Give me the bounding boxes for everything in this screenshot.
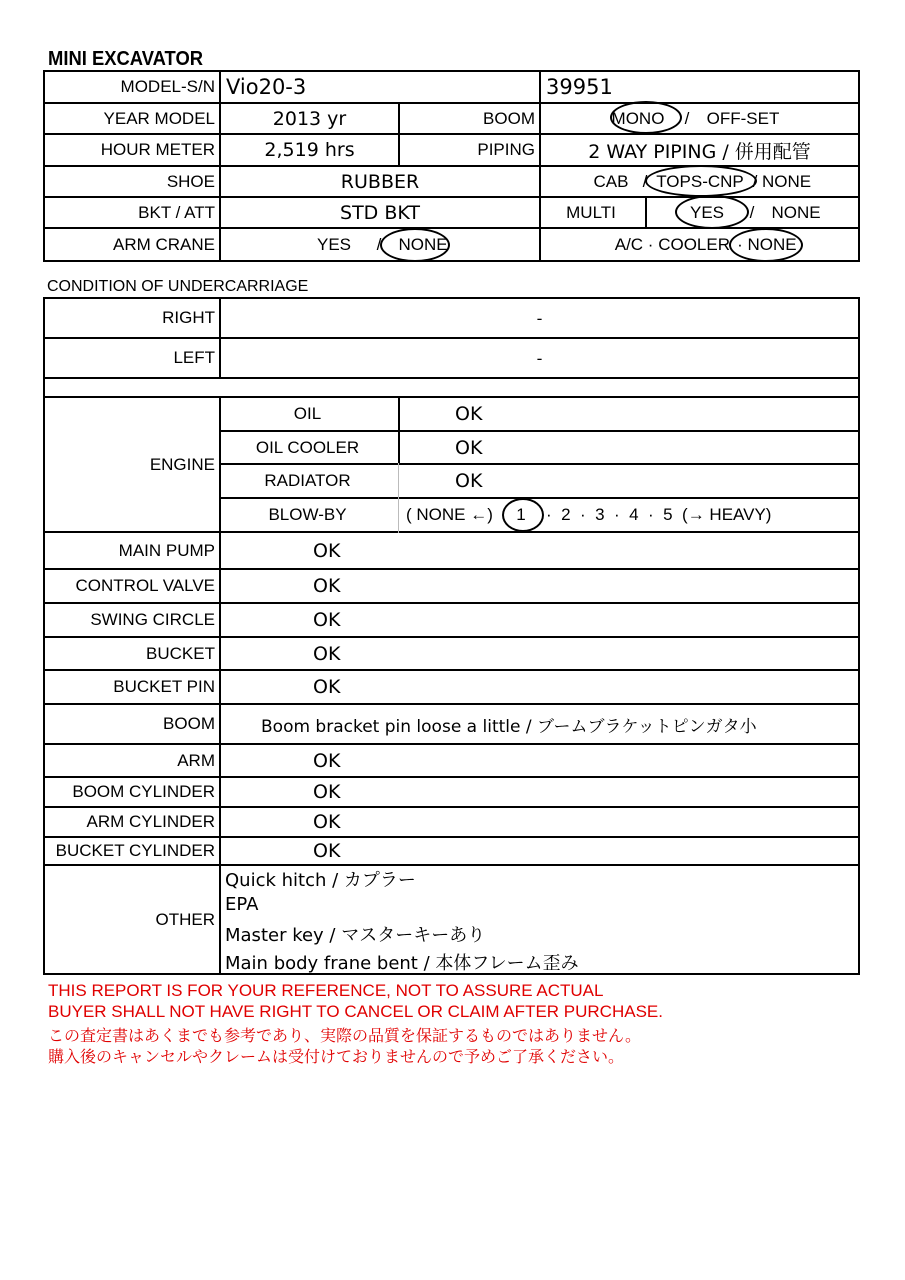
engine-label: ENGINE (149, 454, 215, 474)
left-value: - (536, 348, 543, 368)
shoe-value: RUBBER (340, 170, 420, 193)
serial-value: 39951 (546, 75, 613, 99)
main-pump-value: OK (313, 539, 341, 562)
multi-separator: / (749, 202, 755, 222)
piping-label: PIPING (477, 140, 535, 159)
blowby-none: ( NONE ←) (406, 505, 493, 524)
arm-cylinder-label: ARM CYLINDER (86, 812, 215, 831)
swing-circle-value: OK (313, 609, 341, 631)
undercarriage-heading: CONDITION OF UNDERCARRIAGE (47, 278, 309, 295)
multi-label: MULTI (566, 202, 616, 222)
ac-cooler-none-circle (729, 228, 803, 262)
control-valve-value: OK (313, 575, 341, 597)
ac-cooler-dot: · (737, 234, 743, 254)
swing-circle-label: SWING CIRCLE (90, 610, 215, 629)
arm-crane-separator: / (376, 234, 382, 254)
boom-cylinder-label: BOOM CYLINDER (72, 782, 215, 801)
boom-mono-circle (610, 101, 682, 134)
bucket-label: BUCKET (146, 643, 215, 663)
engine-oil-label: OIL (293, 404, 322, 423)
disclaimer-line: 購入後のキャンセルやクレームは受付けておりませんので予めご了承ください。 (48, 1049, 625, 1066)
main-pump-label: MAIN PUMP (118, 540, 215, 560)
right-value: - (536, 308, 543, 328)
hour-meter-value: 2,519 hrs (264, 139, 355, 161)
oil-cooler-value: OK (455, 436, 483, 459)
bucket-cylinder-label: BUCKET CYLINDER (55, 841, 215, 860)
blowby-scale: · 2 · 3 · 4 · 5 (→ HEAVY) (546, 505, 772, 524)
arm-crane-none-option: NONE (398, 234, 448, 254)
left-label: LEFT (173, 348, 215, 367)
cab-label: CAB (593, 171, 629, 191)
engine-oil-value: OK (455, 403, 483, 425)
blowby-level-1: 1 (516, 505, 526, 524)
boom-cylinder-value: OK (313, 781, 341, 803)
bkt-att-label: BKT / ATT (138, 202, 215, 222)
other-label: OTHER (155, 909, 215, 929)
arm-crane-label: ARM CRANE (112, 234, 215, 254)
year-label: YEAR MODEL (103, 108, 215, 128)
cab-separator-2: / (752, 171, 758, 191)
multi-yes-circle (675, 195, 749, 229)
cab-tops-circle (645, 165, 757, 197)
blowby-level-1-circle (502, 498, 544, 532)
disclaimer-line: この査定書はあくまでも参考であり、実際の品質を保証するものではありません。 (48, 1028, 641, 1045)
boom-separator: / (684, 108, 690, 128)
blowby-label: BLOW-BY (268, 505, 347, 524)
multi-yes-option: YES (689, 202, 725, 222)
hour-meter-label: HOUR METER (100, 140, 215, 159)
disclaimer-line: THIS REPORT IS FOR YOUR REFERENCE, NOT TO ASSURE ACTUAL (48, 981, 604, 1000)
piping-value: 2 WAY PIPING / 併用配管 (588, 140, 811, 163)
boom-label: BOOM (163, 714, 215, 733)
bucket-cylinder-value: OK (313, 840, 341, 862)
ac-cooler-none-option: NONE (747, 234, 797, 254)
oil-cooler-label: OIL COOLER (255, 437, 360, 457)
bkt-att-value: STD BKT (340, 201, 420, 224)
other-note: Quick hitch / カプラー (225, 870, 416, 891)
radiator-label: RADIATOR (264, 471, 351, 490)
boom-value: Boom bracket pin loose a little / ブームブラケットピンガタ小 (261, 716, 757, 737)
right-label: RIGHT (162, 308, 215, 327)
disclaimer-line: BUYER SHALL NOT HAVE RIGHT TO CANCEL OR CLAIM AFTER PURCHASE. (48, 1002, 663, 1021)
other-note: EPA (225, 894, 259, 915)
boom-offset-option: OFF-SET (706, 108, 780, 128)
arm-crane-yes-option: YES (316, 234, 352, 254)
model-sn-label: MODEL-S/N (120, 77, 215, 96)
boom-mono-option: MONO (611, 108, 665, 128)
cab-tops-option: TOPS-CNP (656, 171, 744, 191)
ac-cooler-label: A/C · COOLER (614, 234, 730, 254)
report-title: MINI EXCAVATOR (48, 48, 204, 70)
bucket-pin-label: BUCKET PIN (113, 677, 215, 696)
control-valve-label: CONTROL VALVE (75, 576, 215, 595)
multi-none-option: NONE (771, 202, 821, 222)
year-value: 2013 yr (272, 107, 347, 130)
shoe-label: SHOE (166, 171, 215, 191)
cab-separator-1: / (642, 171, 648, 191)
cab-none-option: NONE (762, 171, 812, 191)
arm-cylinder-value: OK (313, 811, 341, 833)
bucket-value: OK (313, 642, 341, 665)
model-value: Vio20-3 (226, 75, 307, 99)
boom-type-label: BOOM (483, 108, 535, 128)
arm-label: ARM (177, 750, 215, 770)
arm-value: OK (313, 749, 341, 772)
other-note: Master key / マスターキーあり (225, 925, 486, 946)
arm-crane-none-circle (380, 228, 450, 262)
other-note: Main body frane bent / 本体フレーム歪み (225, 953, 579, 974)
radiator-value: OK (455, 470, 483, 492)
bucket-pin-value: OK (313, 676, 341, 698)
